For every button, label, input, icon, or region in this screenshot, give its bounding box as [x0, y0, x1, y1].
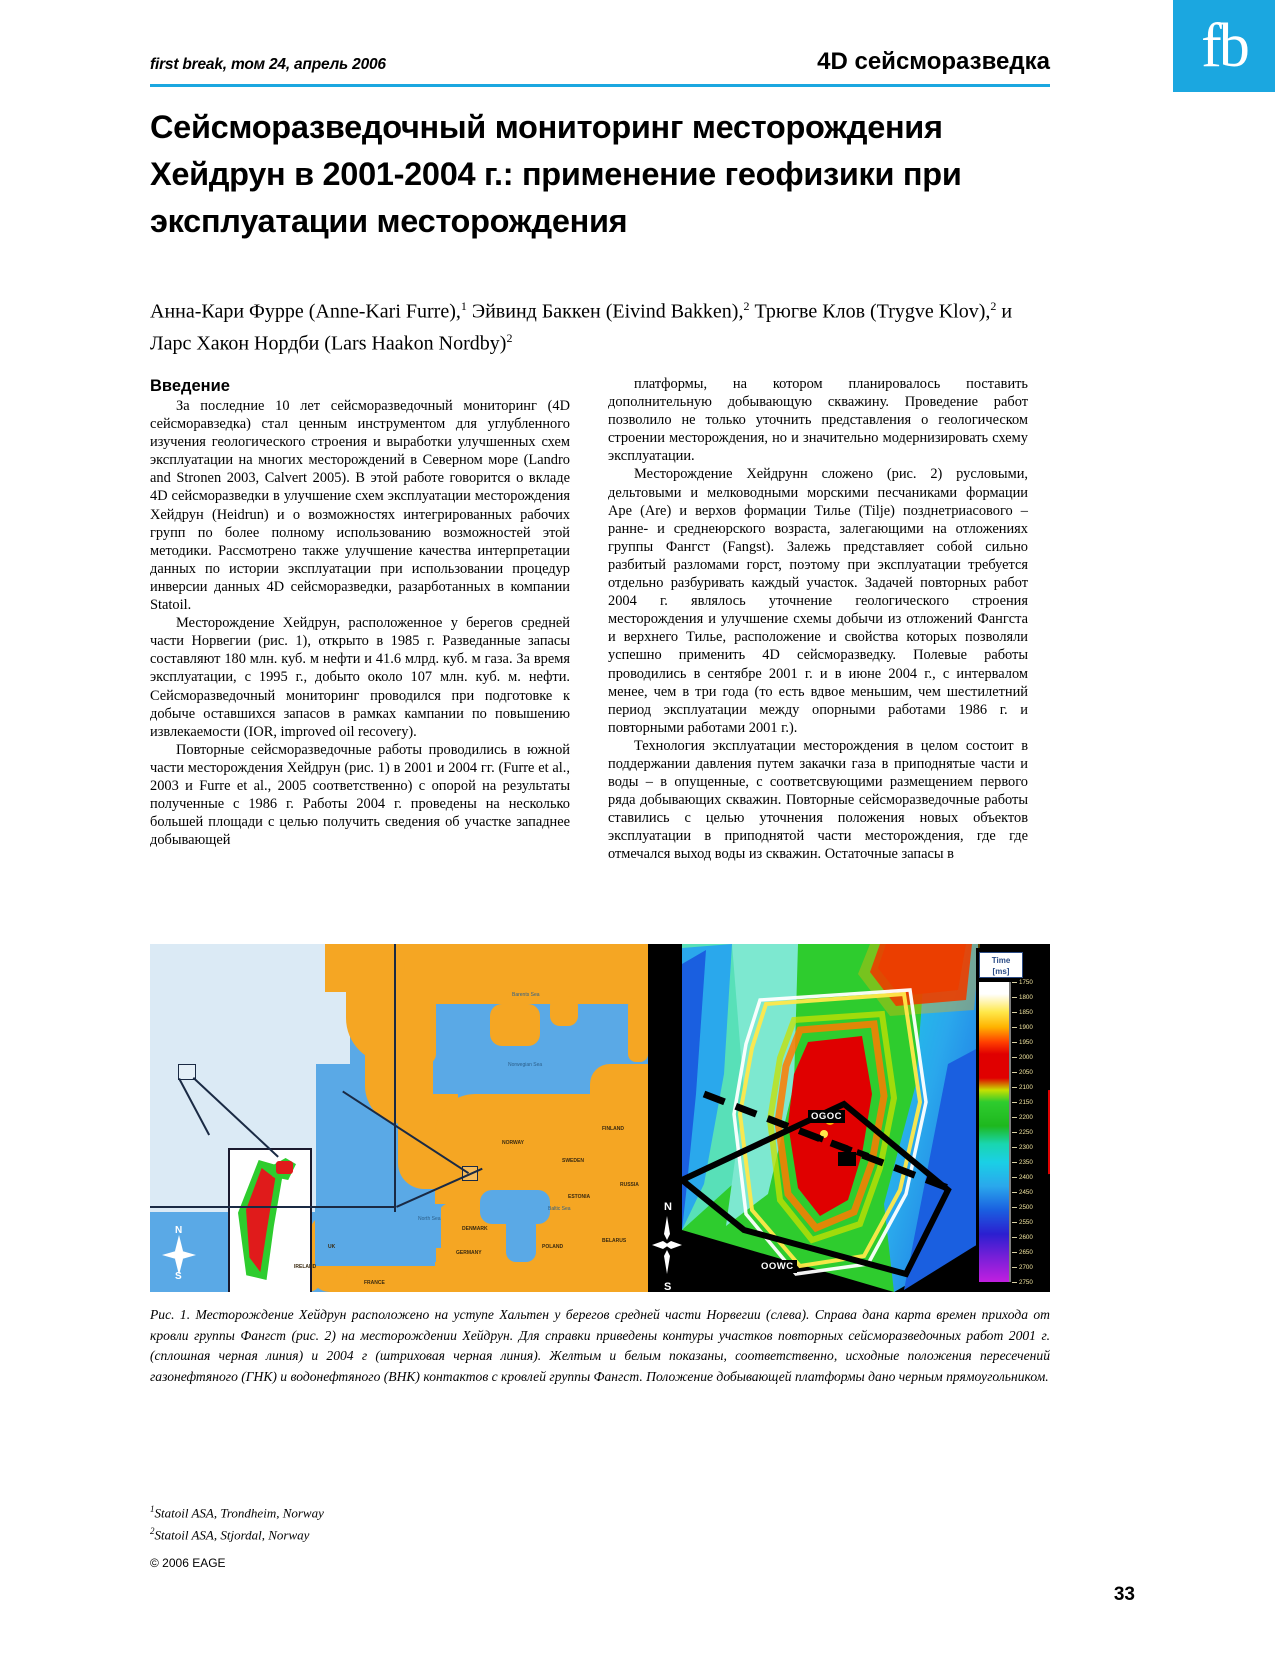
intro-heading: Введение: [150, 377, 230, 395]
colorbar-tick: [1012, 1159, 1033, 1166]
colorbar-tick-mark: [1012, 997, 1017, 998]
colorbar-tick-value: 1950: [1019, 1039, 1033, 1046]
page-number: 33: [1113, 1584, 1135, 1605]
journal-issue-line: first break, том 24, апрель 2006: [150, 56, 386, 73]
colorbar-tick-mark: [1012, 1252, 1017, 1253]
map-country-label: RUSSIA: [620, 1182, 639, 1188]
map-country-label: FINLAND: [602, 1126, 624, 1132]
colorbar-tick-mark: [1012, 1267, 1017, 1268]
colorbar-tick-value: 1750: [1019, 979, 1033, 986]
colorbar-tick: [1012, 1219, 1033, 1226]
colorbar-title-line2: [ms]: [992, 967, 1010, 976]
colorbar-tick: [1012, 1099, 1033, 1106]
colorbar-tick-value: 2550: [1019, 1219, 1033, 1226]
affiliation-line: [150, 1500, 650, 1522]
map-country-label: ESTONIA: [568, 1194, 591, 1200]
map-country-label: UK: [328, 1244, 336, 1250]
colorbar-tick: [1012, 1144, 1033, 1151]
author-3-affil: 2: [990, 299, 997, 313]
map-sea-label: Baltic Sea: [548, 1206, 571, 1212]
author-1-affil: 1: [460, 299, 467, 313]
paragraph: Повторные сейсморазведочные работы проводились в южной части месторождения Хейдрун (рис. 1) в 2001 и 2004 гг. (Furre et al., 2003 и Furre et al., 2005 соответственно) с опорой на результаты полученные с 1986 г. Работы 2004 г. проведены на несколько большей площади с целью получить сведения об участке западнее добывающей: [150, 741, 570, 849]
colorbar-tick-mark: [1012, 1087, 1017, 1088]
map-sea-label: North Sea: [418, 1216, 441, 1222]
page-header: [150, 50, 1050, 74]
colorbar-tick-mark: [1012, 1192, 1017, 1193]
colorbar-tick-mark: [1012, 1072, 1017, 1073]
colorbar-tick: [1012, 1069, 1033, 1076]
map-country-label: NORWAY: [502, 1140, 524, 1146]
author-1: Анна-Кари Фурре (Anne-Kari Furre),: [150, 300, 461, 323]
paragraph: За последние 10 лет сейсморазведочный мониторинг (4D сейсморавзедка) стал ценным инструментом для углубленного изучения геологического строения и выработки улучшенных схем эксплуатации на многих месторождений в Северном море (Landro and Stronen 2003, Calvert 2005). В этой работе говорится о вкладе 4D сейсморазведки в улучшение схем эксплуатации месторождения Хейдрун (Heidrun) и о возможностях интегрированных рабочих групп по более полному использованию возможностей этой методики. Рассмотрено также улучшение качества интерпретации данных по истории эксплуатации при использовании процедур инверсии данных 4D сейсморазведки, разарботанных в компании Statoil.: [150, 398, 570, 614]
colorbar-tick-mark: [1012, 1102, 1017, 1103]
colorbar-tick-mark: [1012, 1027, 1017, 1028]
author-4: и Ларс Хакон Нордби (Lars Haakon Nordby): [150, 300, 1013, 355]
colorbar-tick-value: 2400: [1019, 1174, 1033, 1181]
first-break-logo: [1173, 0, 1275, 92]
author-4-affil: 2: [506, 330, 513, 345]
map-country-label: IRELAND: [294, 1264, 317, 1270]
paragraph: Месторождение Хейдрун, расположенное у берегов средней части Норвегии (рис. 1), открыто в 1985 г. Разведанные запасы составляют 180 млн. куб. м нефти и 41.6 млрд. куб. м газа. За время эксплуатации, с 1995 г., добыто около 107 млн. куб. м. нефти. Сейсморазведочный мониторинг проводился при подготовке к добыче оставшихся запасов в рамках кампании по повышению извлекаемости (IOR, improved oil recovery).: [150, 615, 570, 740]
figure-caption: Рис. 1. Месторождение Хейдрун расположено на уступе Хальтен у берегов средней части Норвегии (слева). Справа дана карта времен прихода от кровли группы Фангст (рис. 2) на месторождении Хейдрун. Для справки приведены контуры участков повторных сейсморазведочных работ 2001 г. (сплошная черная линия) и 2004 г (штриховая черная линия). Желтым и белым показаны, соответственно, исходные положения пересечений газонефтяного (ГНК) и водонефтяного (ВНК) контактов с кровлей группы Фангст. Положение добывающей платформы дано черным прямоугольником.: [150, 1307, 1050, 1384]
colorbar-title-line1: Time: [991, 956, 1011, 965]
body-column-right: [608, 375, 1028, 864]
colorbar-tick-value: 2450: [1019, 1189, 1033, 1196]
colorbar-tick-value: 2650: [1019, 1249, 1033, 1256]
map-country-label: SWEDEN: [562, 1158, 584, 1164]
paragraph: Технология эксплуатации месторождения в целом состоит в поддержании давления путем закачки газа в приподнятые части и воды – в опущенные, с соответсвующими размещением первого ряда добывающих скважин. Повторные сейсморазведочные работы ставились с целью уточнения положения новых объектов эксплуатации в приподнятой части месторождения, где где отмечался выход воды из скважин. Остаточные запасы в: [608, 737, 1028, 863]
map-country-label: FRANCE: [364, 1280, 385, 1286]
colorbar-tick: [1012, 1024, 1033, 1031]
colorbar-tick-mark: [1012, 1042, 1017, 1043]
colorbar-gradient: [979, 982, 1011, 1282]
author-2-affil: 2: [743, 299, 750, 313]
colorbar-tick: [1012, 979, 1033, 986]
author-2: Эйвинд Баккен (Eivind Bakken),: [466, 300, 744, 323]
colorbar-tick: [1012, 1249, 1033, 1256]
colorbar-tick-labels: [1012, 979, 1046, 1286]
colorbar-tick-value: 2350: [1019, 1159, 1033, 1166]
colorbar-tick-mark: [1012, 1282, 1017, 1283]
colorbar-tick-value: 2200: [1019, 1114, 1033, 1121]
affiliation-1-text: Statoil ASA, Trondheim, Norway: [154, 1505, 324, 1521]
map-country-label: GERMANY: [456, 1250, 482, 1256]
colorbar-tick: [1012, 1054, 1033, 1061]
colorbar-tick: [1012, 1189, 1033, 1196]
colorbar-tick-mark: [1012, 1147, 1017, 1148]
map-sea-label: Barents Sea: [512, 992, 540, 998]
colorbar-tick-value: 2000: [1019, 1054, 1033, 1061]
logo-text: fb: [1201, 12, 1247, 80]
colorbar-tick-value: 2250: [1019, 1129, 1033, 1136]
figure-seismic-timemap: [648, 944, 1050, 1292]
colorbar-tick-mark: [1012, 1012, 1017, 1013]
figure-1: [150, 944, 1050, 1292]
colorbar-tick-mark: [1012, 1207, 1017, 1208]
compass-south-label: S: [175, 1271, 182, 1282]
label-ogoc: OGOC: [808, 1110, 845, 1123]
copyright-notice: © 2006 EAGE: [150, 1556, 226, 1570]
colorbar-tick-value: 2600: [1019, 1234, 1033, 1241]
paragraph: платформы, на котором планировалось поставить дополнительную добывающую скважину. Проведение работ позволило не только уточнить представления о геологическом строении месторождения, но и значительно модернизировать схему эксплуатации.: [608, 376, 1028, 465]
compass-north-label: N: [175, 1225, 183, 1236]
colorbar-tick: [1012, 1039, 1033, 1046]
label-oowc: OOWC: [758, 1260, 797, 1273]
compass-rose: [162, 1226, 196, 1282]
colorbar-title: [979, 952, 1023, 978]
colorbar-tick-mark: [1012, 1117, 1017, 1118]
colorbar-tick-mark: [1012, 1237, 1017, 1238]
colorbar-tick-value: 1800: [1019, 994, 1033, 1001]
colorbar-tick: [1012, 1204, 1033, 1211]
platform-marker: [838, 1152, 856, 1166]
colorbar-tick: [1012, 1234, 1033, 1241]
colorbar-tick: [1012, 1009, 1033, 1016]
colorbar-tick-value: 2750: [1019, 1279, 1033, 1286]
paragraph: Месторождение Хейдрунн сложено (рис. 2) русловыми, дельтовыми и мелководными морскими песчаниками формации Аре (Are) и верхов формации Тилье (Tilje) позднетриасового – ранне- и среднеюрского возраста, залегающими на отложениях группы Фангст (Fangst). Залежь представляет собой сильно разбитый разломами горст, поэтому при эксплуатации требуется отдельно разбуривать каждый участок. Задачей повторных работ 2004 г. являлось уточнение геологического строения месторождения и улучшение схемы добычи из отложений Фангста и верхнего Тилье, расположение и свойства которых позволяли успешно применить 4D сейсморазведку. Полевые работы проводились в сентябре 2001 г. и в июне 2004 г., с интервалом менее, чем в три года (то есть вдвое меньшим, чем шестилетний период эксплуатации между опорными работами 1986 г. и повторными работами 2001 г.).: [608, 466, 1028, 736]
colorbar-tick-mark: [1012, 1162, 1017, 1163]
affiliation-line: [150, 1522, 650, 1544]
affiliation-1-marker: 1: [150, 1504, 155, 1514]
header-rule: [150, 84, 1050, 87]
page-title: Сейсморазведочный мониторинг месторождения Хейдрун в 2001-2004 г.: применение геофизики при эксплуатации месторождения: [150, 109, 962, 239]
colorbar-tick-mark: [1012, 1057, 1017, 1058]
colorbar-tick: [1012, 994, 1033, 1001]
map-country-label: BELARUS: [602, 1238, 627, 1244]
colorbar-tick: [1012, 1264, 1033, 1271]
colorbar-tick-value: 1850: [1019, 1009, 1033, 1016]
section-title: 4D сейсморазведка: [817, 48, 1050, 75]
colorbar-tick-mark: [1012, 982, 1017, 983]
svg-text:N: N: [664, 1201, 672, 1213]
colorbar-tick-mark: [1012, 1132, 1017, 1133]
map-country-label: POLAND: [542, 1244, 564, 1250]
author-list: [150, 293, 1050, 356]
map-country-label: DENMARK: [462, 1226, 488, 1232]
colorbar-tick: [1012, 1114, 1033, 1121]
colorbar-tick-value: 2050: [1019, 1069, 1033, 1076]
affiliation-footnotes: [150, 1500, 650, 1545]
colorbar-tick-value: 2700: [1019, 1264, 1033, 1271]
colorbar-tick: [1012, 1174, 1033, 1181]
colorbar-tick-value: 2500: [1019, 1204, 1033, 1211]
colorbar-tick: [1012, 1279, 1033, 1286]
colorbar-tick-mark: [1012, 1177, 1017, 1178]
colorbar-tick: [1012, 1084, 1033, 1091]
body-column-left: [150, 375, 570, 849]
colorbar-tick: [1012, 1129, 1033, 1136]
colorbar-tick-value: 2100: [1019, 1084, 1033, 1091]
svg-text:S: S: [664, 1281, 672, 1292]
colorbar-tick-value: 1900: [1019, 1024, 1033, 1031]
figure-location-map: [150, 944, 648, 1292]
affiliation-2-text: Statoil ASA, Stjordal, Norway: [154, 1527, 310, 1543]
colorbar-tick-value: 2150: [1019, 1099, 1033, 1106]
map-sea-label: Norwegian Sea: [508, 1062, 543, 1068]
field-inset-panel: [228, 1148, 312, 1292]
colorbar-tick-mark: [1012, 1222, 1017, 1223]
colorbar: [976, 948, 1048, 1288]
author-3: Трюгве Клов (Trygve Klov),: [749, 300, 991, 323]
affiliation-2-marker: 2: [150, 1526, 155, 1537]
colorbar-tick-value: 2300: [1019, 1144, 1033, 1151]
